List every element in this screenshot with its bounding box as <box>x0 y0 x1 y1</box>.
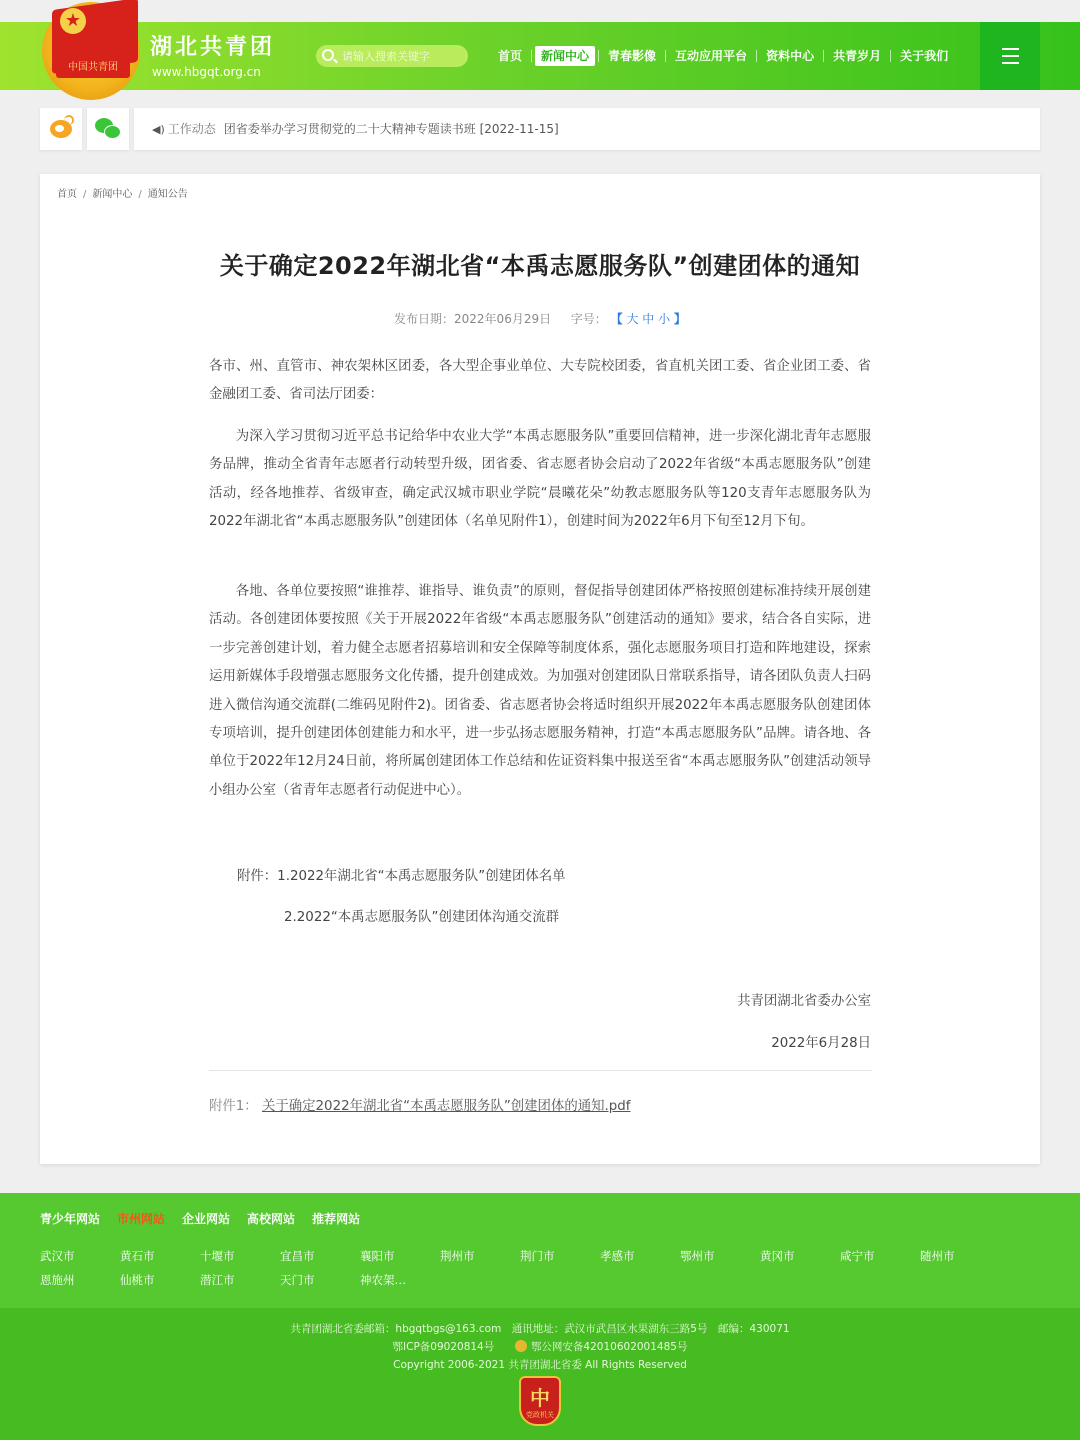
menu-icon <box>1002 62 1019 64</box>
gov-emblem-icon: 中 <box>530 1386 550 1410</box>
nav-divider <box>531 50 532 62</box>
weibo-button[interactable] <box>40 108 82 150</box>
nav-about-us[interactable]: 关于我们 <box>900 49 949 63</box>
footer-copyright: Copyright 2006-2021 共青团湖北省委 All Rights Reserved <box>393 1359 687 1371</box>
city-link[interactable]: 咸宁市 <box>840 1249 875 1263</box>
nav-divider <box>823 50 824 62</box>
breadcrumb <box>57 185 188 200</box>
footer-tabs <box>40 1210 377 1227</box>
city-link[interactable]: 襄阳市 <box>360 1249 395 1263</box>
city-link[interactable]: 黄冈市 <box>760 1249 795 1263</box>
menu-icon <box>1002 55 1019 57</box>
logo-ribbon: 中国共青团 <box>56 58 130 78</box>
paragraph-2: 各地、各单位要按照“谁推荐、谁指导、谁负责”的原则，督促指导创建团体严格按照创建标准持续开展创建活动。各创建团体要按照《关于开展2022年省级“本禹志愿服务队”创建活动的通知》要求，结合各自实际，进一步完善创建计划，着力健全志愿者招募培训和安全保障等制度体系，强化志愿服务项目打造和阵地建设，探索运用新媒体手段增强志愿服务文化传播，提升创建成效。为加强对创建团队日常联系指导，请各团队负责人扫码进入微信沟通交流群(二维码见附件2)。团省委、省志愿者协会将适时组织开展2022年本禹志愿服务队创建团体专项培训，提升创建团体创建能力和水平，进一步弘扬志愿服务精神，打造“本禹志愿服务队”品牌。请各地、各单位于2022年12月24日前，将所属创建团体工作总结和佐证资料集中报送至省“本禹志愿服务队”创建活动领导小组办公室（省青年志愿者行动促进中心）。 <box>209 584 871 798</box>
police-badge-icon <box>515 1340 527 1352</box>
date-label: 发布日期： <box>394 312 455 326</box>
city-link[interactable]: 荆州市 <box>440 1249 475 1263</box>
nav-youth-gallery[interactable]: 青春影像 <box>608 49 657 63</box>
attachment-line-2: 2.2022“本禹志愿服务队”创建团体沟通交流群 <box>284 910 559 925</box>
city-link[interactable]: 黄石市 <box>120 1249 155 1263</box>
hamburger-menu-button[interactable] <box>980 22 1040 90</box>
attachment-line-1: 附件：1.2022年湖北省“本禹志愿服务队”创建团体名单 <box>237 869 566 884</box>
menu-icon <box>1002 48 1019 50</box>
nav-history[interactable]: 共青岁月 <box>833 49 882 63</box>
city-link[interactable]: 荆门市 <box>520 1249 555 1263</box>
city-link[interactable]: 宜昌市 <box>280 1249 315 1263</box>
breadcrumb-notices[interactable]: 通知公告 <box>147 189 188 200</box>
font-size-medium-button[interactable]: 中 <box>642 312 655 326</box>
tab-university-sites[interactable]: 高校网站 <box>247 1212 296 1226</box>
city-link[interactable]: 潜江市 <box>200 1273 235 1287</box>
page-title: 关于确定2022年湖北省“本禹志愿服务队”创建团体的通知 <box>219 252 861 280</box>
speaker-icon: ◀) <box>152 123 165 136</box>
city-link[interactable]: 鄂州市 <box>680 1249 715 1263</box>
signature: 共青团湖北省委办公室 <box>737 994 871 1009</box>
attachment-file-label: 附件1： <box>209 1099 258 1114</box>
nav-resource-center[interactable]: 资料中心 <box>766 49 815 63</box>
nav-divider <box>756 50 757 62</box>
city-link[interactable]: 孝感市 <box>600 1249 635 1263</box>
gov-agency-badge[interactable] <box>519 1376 561 1426</box>
city-link[interactable]: 天门市 <box>280 1273 315 1287</box>
breadcrumb-separator: / <box>138 189 142 200</box>
site-name[interactable]: 湖北共青团 <box>150 34 276 60</box>
article-card <box>40 174 1040 1164</box>
ticker-category: 工作动态 <box>167 122 216 136</box>
breadcrumb-separator: / <box>83 189 87 200</box>
tab-city-sites[interactable]: 市州网站 <box>117 1212 166 1226</box>
search-input[interactable] <box>342 45 462 67</box>
attachment-file <box>209 1095 630 1114</box>
gov-badge-label: 党政机关 <box>526 1411 554 1419</box>
bracket-left: 【 <box>610 312 623 326</box>
city-link[interactable]: 十堰市 <box>200 1249 235 1263</box>
sign-date: 2022年6月28日 <box>771 1036 871 1051</box>
font-size-large-button[interactable]: 大 <box>626 312 639 326</box>
tab-youth-sites[interactable]: 青少年网站 <box>40 1212 101 1226</box>
search-box[interactable] <box>316 45 468 67</box>
police-record-link[interactable]: 鄂公网安备42010602001485号 <box>530 1341 688 1353</box>
article-meta <box>40 310 1040 327</box>
attachment-pdf-link[interactable]: 关于确定2022年湖北省“本禹志愿服务队”创建团体的通知.pdf <box>261 1099 631 1114</box>
icp-link[interactable]: 鄂ICP备09020814号 <box>392 1341 495 1353</box>
nav-divider <box>890 50 891 62</box>
tab-recommended-sites[interactable]: 推荐网站 <box>312 1212 361 1226</box>
nav-home[interactable]: 首页 <box>498 49 523 63</box>
city-link[interactable]: 随州市 <box>920 1249 955 1263</box>
nav-divider <box>598 50 599 62</box>
ticker-link[interactable]: 团省委举办学习贯彻党的二十大精神专题读书班 [2022-11-15] <box>223 122 559 136</box>
bracket-right: 】 <box>673 312 686 326</box>
search-icon[interactable] <box>322 49 334 61</box>
city-link[interactable]: 武汉市 <box>40 1249 75 1263</box>
paragraph-1: 为深入学习贯彻习近平总书记给华中农业大学“本禹志愿服务队”重要回信精神，进一步深化湖北青年志愿服务品牌，推动全省青年志愿者行动转型升级，团省委、省志愿者协会启动了2022年省级“本禹志愿服务队”创建活动，经各地推荐、省级审查，确定武汉城市职业学院“晨曦花朵”幼教志愿服务队等120支青年志愿服务队为2022年湖北省“本禹志愿服务队”创建团体（名单见附件1），创建时间为2022年6月下旬至12月下旬。 <box>209 429 871 530</box>
footer-links <box>0 1193 1080 1308</box>
city-link[interactable]: 恩施州 <box>40 1273 75 1287</box>
font-size-label: 字号： <box>570 312 607 326</box>
news-ticker <box>134 108 1040 150</box>
wechat-icon <box>104 125 121 139</box>
nav-interactive-platform[interactable]: 互动应用平台 <box>675 49 748 63</box>
footer-contact: 共青团湖北省委邮箱：hbgqtbgs@163.com 通讯地址：武汉市武昌区水果湖东三路5号 邮编：430071 <box>290 1323 790 1335</box>
footer-registration <box>0 1339 1080 1354</box>
nav-divider <box>665 50 666 62</box>
wechat-button[interactable] <box>87 108 129 150</box>
city-link[interactable]: 仙桃市 <box>120 1273 155 1287</box>
main-nav <box>492 46 954 66</box>
publish-date: 2022年06月29日 <box>454 312 552 326</box>
city-link[interactable]: 神农架… <box>360 1273 406 1287</box>
breadcrumb-home[interactable]: 首页 <box>57 189 77 200</box>
tab-enterprise-sites[interactable]: 企业网站 <box>182 1212 231 1226</box>
salutation: 各市、州、直管市、神农架林区团委，各大型企事业单位、大专院校团委，省直机关团工委、省企业团工委、省金融团工委、省司法厅团委： <box>209 359 871 403</box>
site-domain: www.hbgqt.org.cn <box>152 65 261 79</box>
weibo-icon <box>50 120 72 138</box>
divider <box>209 1070 872 1071</box>
breadcrumb-news-center[interactable]: 新闻中心 <box>92 189 133 200</box>
nav-news-center[interactable]: 新闻中心 <box>535 46 595 66</box>
star-icon: ★ <box>60 8 86 34</box>
font-size-small-button[interactable]: 小 <box>658 312 671 326</box>
